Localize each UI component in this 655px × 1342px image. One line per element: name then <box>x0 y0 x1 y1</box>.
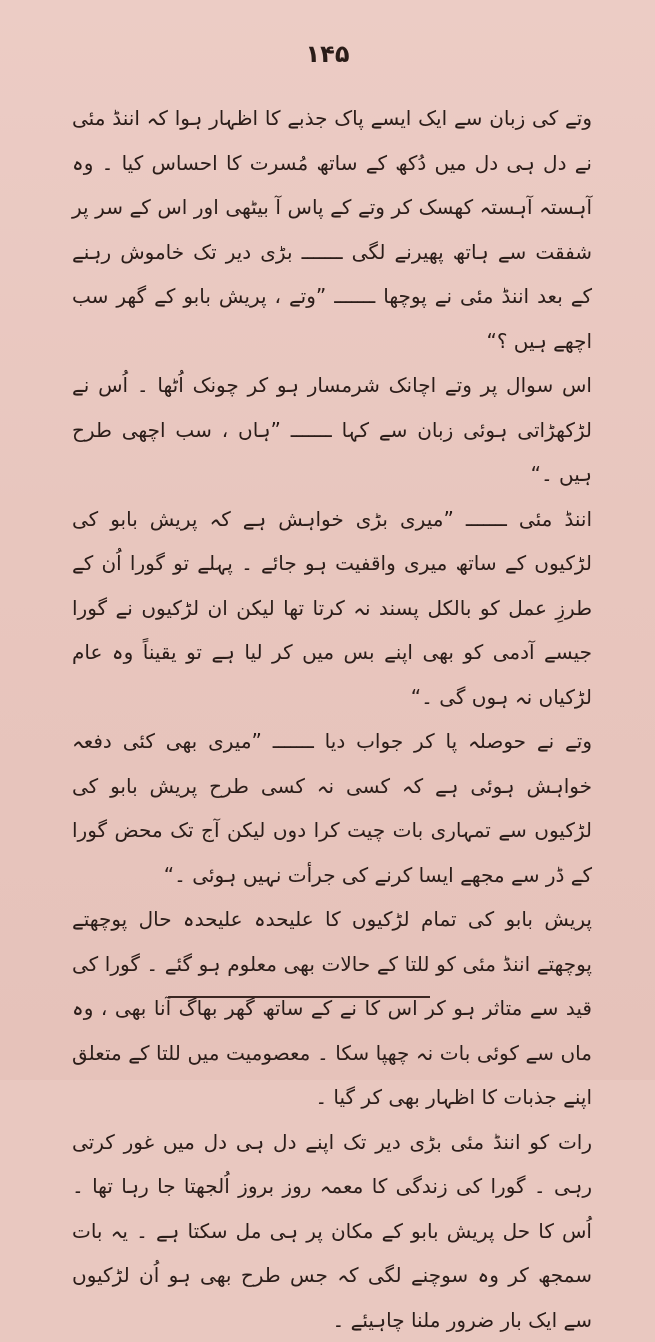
end-divider-line <box>168 996 430 998</box>
paragraph: اس سوال پر وتے اچانک شرمسار ہو کر چونک اُٹھا ۔ اُس نے لڑکھڑاتی ہوئی زبان سے کہا ـــــــ ”ہاں ، سب اچھی طرح ہیں ۔“ <box>72 363 592 497</box>
paragraph: اننڈ مئی ـــــــ ”میری بڑی خواہش ہے کہ پریش بابو کی لڑکیوں کے ساتھ میری واقفیت ہو جائے ۔ پہلے تو گورا اُن کے طرزِ عمل کو بالکل پسند نہ کرتا تھا لیکن ان لڑکیوں نے گورا جیسے آدمی کو بھی اپنے بس میں کر لیا ہے تو یقیناً وہ عام لڑکیاں نہ ہوں گی ۔“ <box>72 497 592 720</box>
page-number: ۱۴۵ <box>0 40 655 68</box>
paragraph: رات کو اننڈ مئی بڑی دیر تک اپنے دل ہی دل میں غور کرتی رہی ۔ گورا کی زندگی کا معمہ روز بروز اُلجھتا جا رہا تھا ۔ اُس کا حل پریش بابو کے مکان پر ہی مل سکتا ہے ۔ یہ بات سمجھ کر وہ سوچنے لگی کہ جس طرح بھی ہو اُن لڑکیوں سے ایک بار ضرور ملنا چاہیئے ۔ <box>72 1120 592 1342</box>
paragraph: وتے کی زبان سے ایک ایسے پاک جذبے کا اظہار ہوا کہ اننڈ مئی نے دل ہی دل میں دُکھ کے ساتھ مُسرت کا احساس کیا ۔ وہ آہستہ آہستہ کھسک کر وتے کے پاس آ بیٹھی اور اس کے سر پر شفقت سے ہاتھ پھیرنے لگی ـــــــ بڑی دیر تک خاموش رہنے کے بعد اننڈ مئی نے پوچھا ـــــــ ”وتے ، پریش بابو کے گھر سب اچھے ہیں ؟“ <box>72 96 592 363</box>
page-text <box>72 96 592 1342</box>
paragraph: وتے نے حوصلہ پا کر جواب دیا ـــــــ ”میری بھی کئی دفعہ خواہش ہوئی ہے کہ کسی نہ کسی طرح پریش بابو کی لڑکیوں سے تمہاری بات چیت کرا دوں لیکن آج تک محض گورا کے ڈر سے مجھے ایسا کرنے کی جرأت نہیں ہوئی ۔“ <box>72 719 592 897</box>
paragraph: پریش بابو کی تمام لڑکیوں کا علیحدہ علیحدہ حال پوچھتے پوچھتے اننڈ مئی کو للتا کے حالات بھی معلوم ہو گئے ۔ گورا کی قید سے متاثر ہو کر اس کا نے کے ساتھ گھر بھاگ آنا بھی ، وہ ماں سے کوئی بات نہ چھپا سکا ۔ معصومیت میں للتا کے متعلق اپنے جذبات کا اظہار بھی کر گیا ۔ <box>72 897 592 1120</box>
